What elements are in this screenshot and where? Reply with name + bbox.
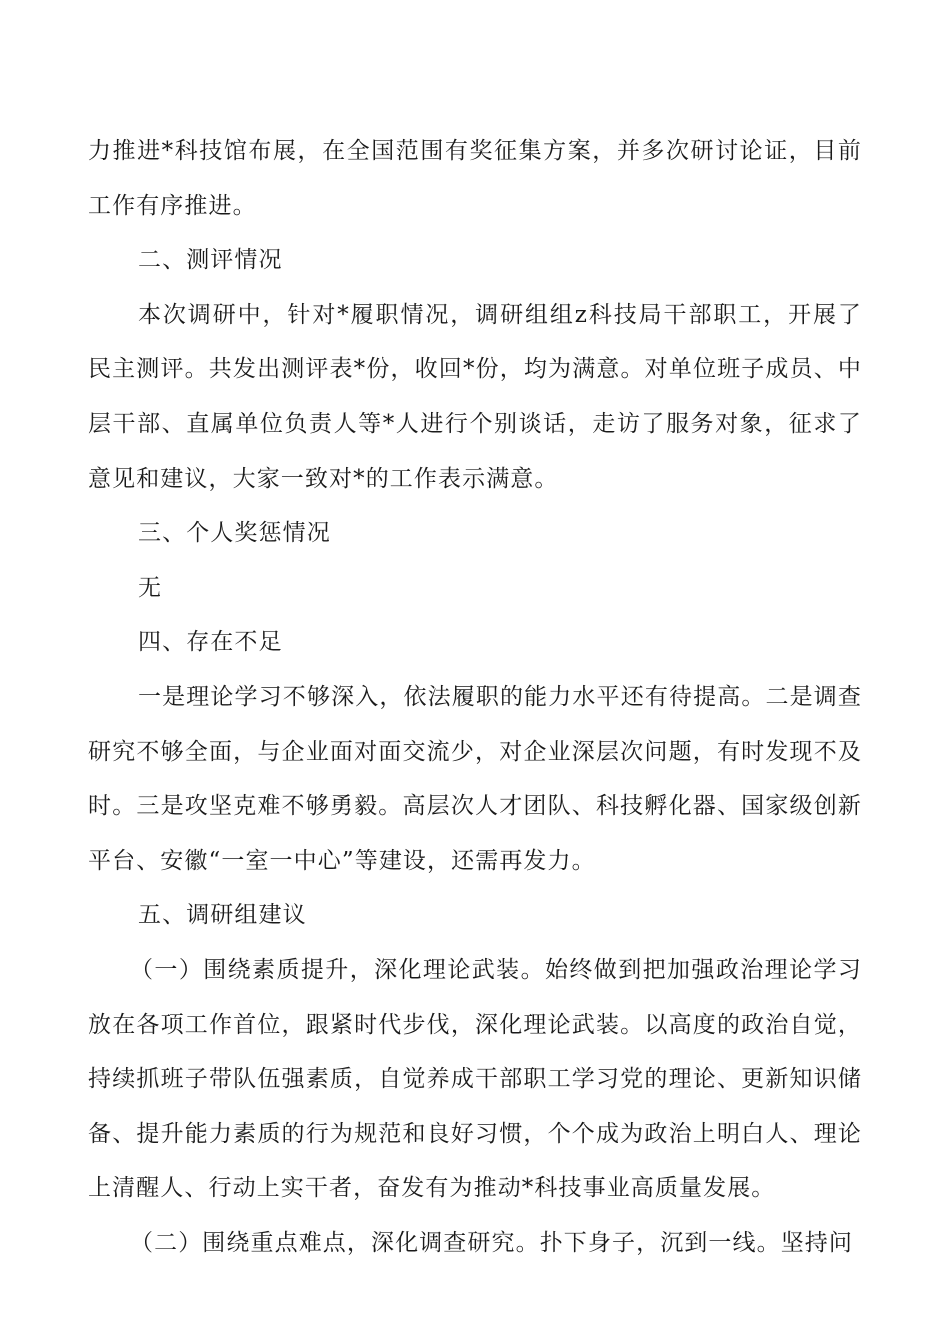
rewards-none-text: 无 <box>138 574 163 601</box>
paragraph-shortcomings: 一是理论学习不够深入，依法履职的能力水平还有待提高。二是调查研究不够全面，与企业面对面交流少，对企业深层次问题，有时发现不及时。三是攻坚克难不够勇毅。高层次人才团队、科技孵化器、国家级创新平台、安徽“一室一中心”等建设，还需再发力。 <box>88 683 862 874</box>
document-page <box>88 124 862 1270</box>
section-heading-suggestions: 五、调研组建议 <box>138 902 307 929</box>
paragraph-suggestion-2: （二）围绕重点难点，深化调查研究。扑下身子，沉到一线。坚持问 <box>130 1229 853 1256</box>
paragraph-evaluation: 本次调研中，针对*履职情况，调研组组z科技局干部职工，开展了民主测评。共发出测评表*份，收回*份，均为满意。对单位班子成员、中层干部、直属单位负责人等*人进行个别谈话，走访了服务对象，征求了意见和建议，大家一致对*的工作表示满意。 <box>88 301 862 492</box>
section-heading-shortcomings: 四、存在不足 <box>138 629 283 656</box>
section-heading-evaluation: 二、测评情况 <box>138 247 283 274</box>
section-heading-rewards: 三、个人奖惩情况 <box>138 520 331 547</box>
paragraph-suggestion-1: （一）围绕素质提升，深化理论武装。始终做到把加强政治理论学习放在各项工作首位，跟紧时代步伐，深化理论武装。以高度的政治自觉，持续抓班子带队伍强素质，自觉养成干部职工学习党的理论、更新知识储备、提升能力素质的行为规范和良好习惯，个个成为政治上明白人、理论上清醒人、行动上实干者，奋发有为推动*科技事业高质量发展。 <box>88 956 862 1202</box>
paragraph-continuation: 力推进*科技馆布展，在全国范围有奖征集方案，并多次研讨论证，目前工作有序推进。 <box>88 138 862 219</box>
